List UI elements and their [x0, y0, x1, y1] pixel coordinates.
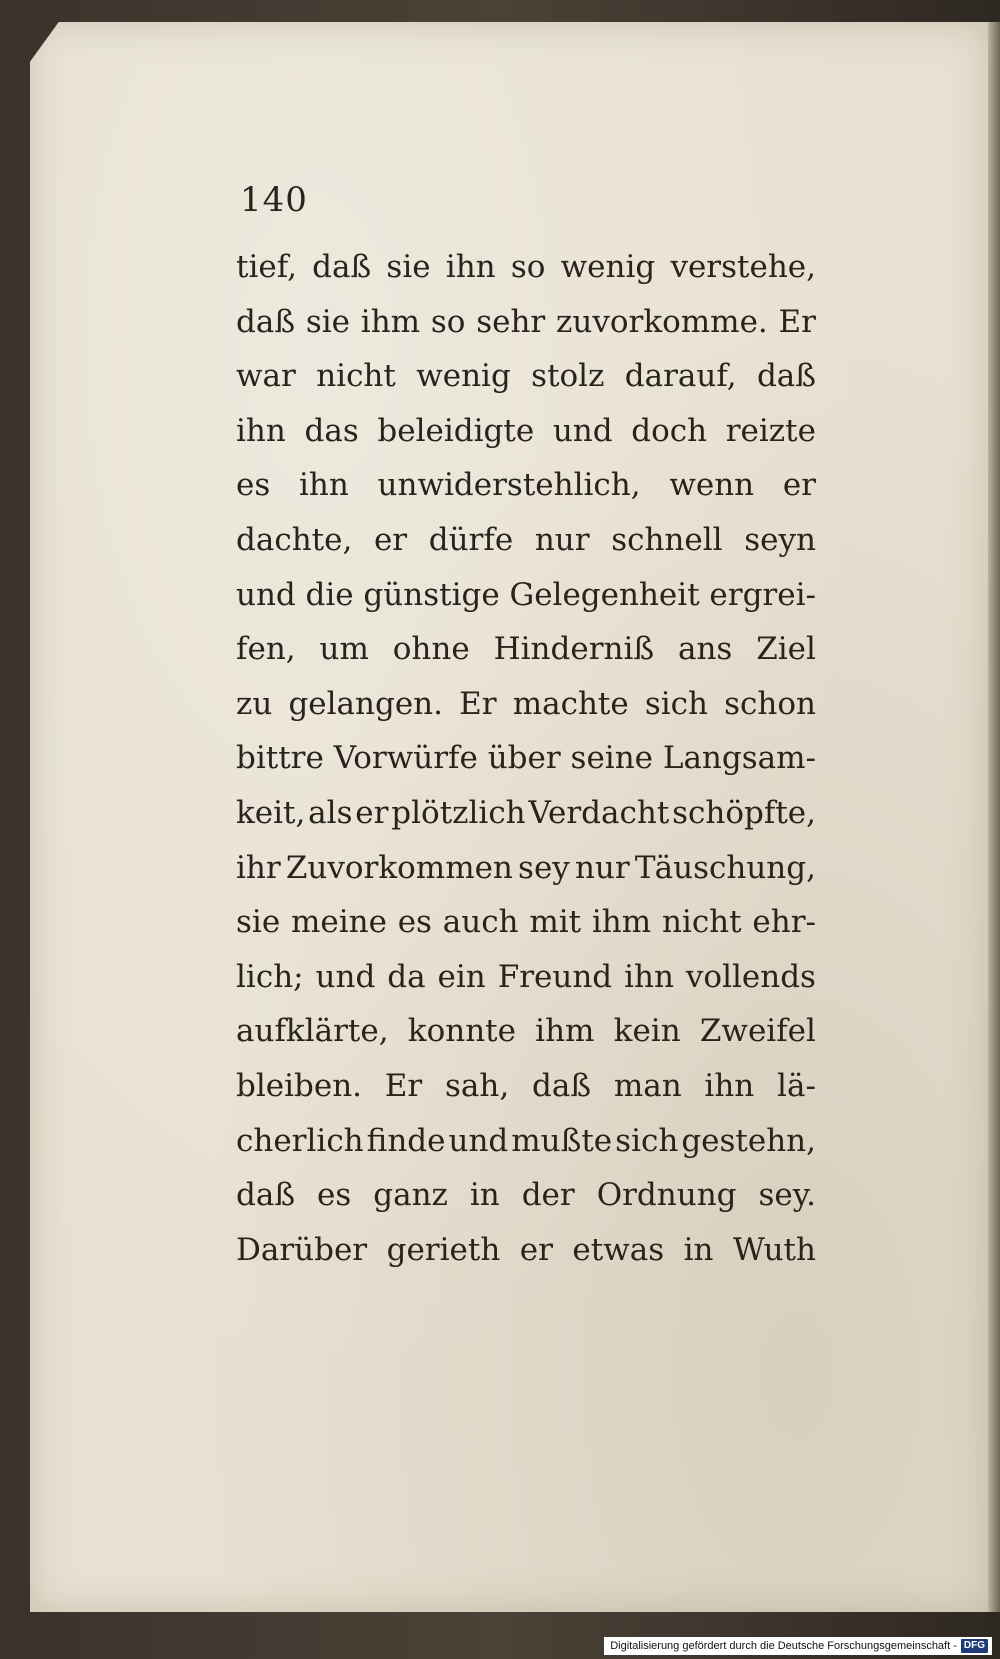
word: seyn: [744, 521, 816, 558]
word: da: [387, 958, 426, 995]
text-line: [236, 841, 816, 896]
word: ihm: [535, 1013, 595, 1050]
text-line: [236, 1168, 816, 1223]
word: nur: [534, 521, 590, 558]
word: schöpfte,: [672, 794, 816, 831]
word: dürfe: [428, 521, 514, 558]
word: über: [487, 740, 561, 777]
text-line: [236, 1114, 816, 1169]
word: Langsam-: [662, 740, 816, 777]
word: keit,: [236, 794, 306, 831]
word: Zuvorkommen: [285, 849, 513, 886]
word: gestehn,: [681, 1122, 816, 1159]
word: Täuschung,: [634, 849, 816, 886]
word: vollends: [685, 958, 816, 995]
word: finde: [366, 1122, 446, 1159]
word: wenn: [669, 467, 755, 504]
word: beleidigte: [377, 412, 535, 449]
text-line: [236, 568, 816, 623]
text-line: [236, 513, 816, 568]
text-line: [236, 731, 816, 786]
page-edge: [988, 22, 1000, 1612]
word: auch: [442, 904, 519, 941]
word: lä-: [777, 1067, 816, 1104]
word: ihr: [236, 849, 281, 886]
digitization-credit: [604, 1637, 992, 1655]
word: machte: [512, 685, 629, 722]
word: ihn: [298, 467, 349, 504]
word: Er: [459, 685, 497, 722]
word: daß: [236, 1177, 296, 1214]
word: wenig: [560, 249, 656, 285]
word: ihm: [360, 303, 421, 340]
word: gelangen.: [288, 685, 443, 722]
word: so: [430, 303, 466, 340]
word: ihn: [704, 1067, 755, 1104]
word: Wuth: [732, 1231, 816, 1268]
word: Vorwürfe: [333, 740, 478, 777]
word: unwiderstehlich,: [377, 467, 641, 504]
word: ergrei-: [709, 576, 816, 613]
word: Ziel: [756, 631, 816, 668]
text-line: [236, 895, 816, 950]
text-line: [236, 458, 816, 513]
word: Hinderniß: [493, 631, 655, 668]
word: meine: [290, 904, 387, 941]
word: nicht: [316, 358, 396, 395]
word: lich;: [236, 958, 304, 995]
word: Gelegenheit: [509, 576, 700, 613]
word: daß: [532, 1067, 592, 1104]
word: etwas: [572, 1231, 665, 1268]
word: daß: [312, 249, 372, 285]
word: nicht: [661, 904, 742, 941]
word: cherlich: [236, 1122, 364, 1159]
text-line: [236, 786, 816, 841]
text-line: [236, 240, 816, 295]
word: Ordnung: [596, 1177, 737, 1214]
word: ein: [437, 958, 486, 995]
word: plötzlich: [391, 794, 526, 831]
word: sich: [615, 1122, 679, 1159]
word: sich: [644, 685, 708, 722]
word: schnell: [611, 521, 723, 558]
word: reizte: [725, 412, 816, 449]
word: tief,: [236, 249, 297, 285]
word: fen,: [236, 631, 296, 668]
word: aufklärte,: [236, 1013, 389, 1050]
page-number: 140: [240, 180, 308, 220]
word: seine: [570, 740, 654, 777]
dfg-logo: DFG: [961, 1639, 988, 1653]
word: man: [613, 1067, 682, 1104]
word: sie: [305, 303, 350, 340]
word: es: [397, 904, 432, 941]
text-line: [236, 404, 816, 459]
word: mußte: [511, 1122, 613, 1159]
text-line: [236, 1059, 816, 1114]
word: ihn: [236, 412, 286, 449]
word: gerieth: [386, 1231, 501, 1268]
text-line: [236, 950, 816, 1005]
word: so: [510, 249, 546, 285]
body-text: [236, 240, 816, 1277]
word: günstige: [363, 576, 500, 613]
word: mit: [529, 904, 582, 941]
word: ihm: [591, 904, 652, 941]
word: er: [782, 467, 816, 504]
word: doch: [631, 412, 708, 449]
word: stolz: [531, 358, 605, 395]
word: bleiben.: [236, 1067, 363, 1104]
word: Darüber: [236, 1231, 368, 1268]
text-line: [236, 1004, 816, 1059]
text-line: [236, 349, 816, 404]
word: und: [315, 958, 376, 995]
word: war: [236, 358, 296, 395]
word: sie: [386, 249, 431, 285]
word: sey: [518, 849, 570, 886]
credit-text: Digitalisierung gefördert durch die Deutsche Forschungsgemeinschaft -: [610, 1640, 957, 1652]
word: sey.: [758, 1177, 816, 1214]
word: konnte: [407, 1013, 516, 1050]
word: kein: [613, 1013, 681, 1050]
word: bittre: [236, 740, 324, 777]
word: um: [319, 631, 369, 668]
word: darauf,: [624, 358, 737, 395]
text-line: [236, 677, 816, 732]
word: das: [304, 412, 359, 449]
word: ganz: [373, 1177, 448, 1214]
word: wenig: [416, 358, 511, 395]
word: und: [448, 1122, 509, 1159]
word: ihn: [445, 249, 496, 285]
word: dachte,: [236, 521, 353, 558]
word: verstehe,: [670, 249, 816, 285]
word: Er: [778, 303, 816, 340]
word: zuvorkomme.: [556, 303, 768, 340]
word: er: [519, 1231, 553, 1268]
word: in: [683, 1231, 714, 1268]
word: ans: [677, 631, 733, 668]
text-line: [236, 295, 816, 350]
word: und: [552, 412, 613, 449]
text-line: [236, 622, 816, 677]
word: schon: [724, 685, 816, 722]
word: der: [521, 1177, 575, 1214]
word: Freund: [497, 958, 613, 995]
word: nur: [574, 849, 630, 886]
word: Er: [384, 1067, 423, 1104]
word: daß: [236, 303, 296, 340]
word: daß: [756, 358, 816, 395]
text-line: [236, 1223, 816, 1278]
word: es: [236, 467, 271, 504]
word: es: [317, 1177, 352, 1214]
word: ihn: [624, 958, 674, 995]
word: ohne: [392, 631, 470, 668]
word: er: [373, 521, 408, 558]
word: zu: [236, 685, 273, 722]
word: sah,: [445, 1067, 510, 1104]
word: Zweifel: [699, 1013, 816, 1050]
word: sie: [236, 904, 281, 941]
word: und: [236, 576, 296, 613]
word: Verdacht: [528, 794, 670, 831]
word: sehr: [476, 303, 546, 340]
word: er: [355, 794, 389, 831]
word: die: [305, 576, 354, 613]
word: ehr-: [752, 904, 816, 941]
word: in: [469, 1177, 500, 1214]
word: als: [308, 794, 353, 831]
